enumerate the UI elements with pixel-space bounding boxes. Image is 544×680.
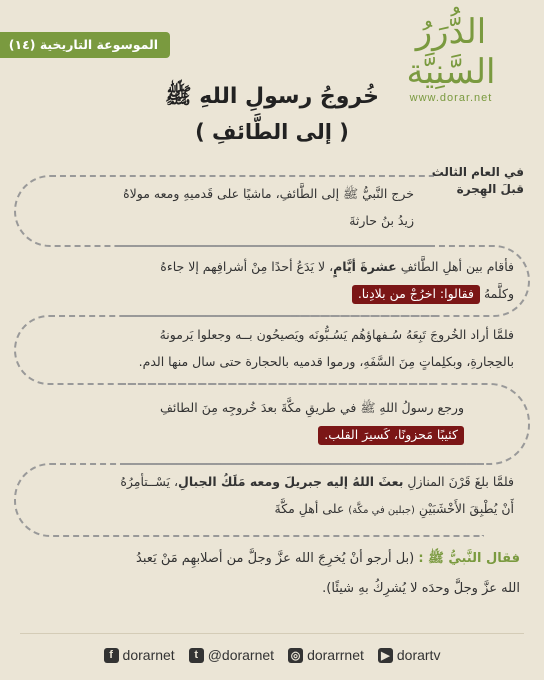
event-2: فأقام بين أهلِ الطَّائفِ عشرةَ أيَّامٍ، لا يَدَعُ أحدًا مِنْ أشرافِهم إلا جاءهُ وكلَّمهُ فقالوا: اخرُجْ من بلادِنا.: [24, 253, 514, 307]
logo-url: www.dorar.net: [409, 92, 493, 104]
twitter-link[interactable]: t @dorarnet: [189, 647, 274, 663]
year-label: في العام الثالث قبلَ الهِجرة: [431, 165, 524, 196]
instagram-link[interactable]: ◎ dorarrnet: [288, 647, 364, 663]
highlight-quote: كئيبًا مَحزونًا، كَسيرَ القلب.: [318, 426, 464, 445]
youtube-link[interactable]: ▶ dorartv: [378, 647, 441, 663]
event-4: ورجع رسولُ اللهِ ﷺ في طريقِ مكَّةَ بعدَ خُروجِه مِنَ الطائفِ كئيبًا مَحزونًا، كَسيرَ القلب.: [24, 394, 464, 448]
dorar-logo[interactable]: [376, 12, 526, 104]
prophet-quote: فقال النَّبيُّ ﷺ : (بل أرجو أنْ يُخرِجَ الله عزَّ وجلَّ من أصلابهِم مَنْ يَعبدُ الله عزَّ وجلَّ وحدَه لا يُشرِكُ بهِ شيئًا).: [136, 551, 520, 596]
event-1: خرج النَّبيُّ ﷺ إلى الطَّائفِ، ماشيًا على قَدميهِ ومعه مولاهُ زيدُ بنُ حارثةَ: [123, 186, 414, 228]
series-badge: الموسوعة التاريخية (١٤): [0, 32, 170, 58]
event-5: فلمَّا بلغَ قَرْنَ المنازلِ بعثَ اللهُ إليه جبريلَ ومعه مَلَكُ الجبالِ، يَسْــتأمِرُهُ أَنْ يُطْبِقَ الأَخْشَبَيْنِ (جبلين في مكَّة) على أهلِ مكَّةَ: [120, 474, 514, 516]
social-footer: [0, 640, 544, 670]
twitter-icon: t: [189, 648, 204, 663]
instagram-icon: ◎: [288, 648, 303, 663]
page-title: خُروجُ رسولِ اللهِ ﷺ: [165, 84, 379, 109]
footer-divider: [20, 633, 524, 634]
page-subtitle: ( إلى الطَّائفِ ): [195, 120, 349, 144]
highlight-quote: فقالوا: اخرُجْ من بلادِنا.: [352, 285, 480, 304]
logo-text: الدُّرَرُ السَّنِيَّة: [406, 12, 496, 92]
facebook-link[interactable]: f dorarnet: [104, 647, 175, 663]
facebook-icon: f: [104, 648, 119, 663]
event-3: فلمَّا أراد الخُروجَ تَبِعَهُ سُـفهاؤهُم يَسُـبُّونَه ويَصيحُون بــه وجعلوا يَرمونهُ بالحِجارةِ، وبكلِماتٍ مِنَ السَّفَهِ، ورموا قدميه بالحجارة حتى سال منها الدم.: [138, 327, 514, 369]
youtube-icon: ▶: [378, 648, 393, 663]
